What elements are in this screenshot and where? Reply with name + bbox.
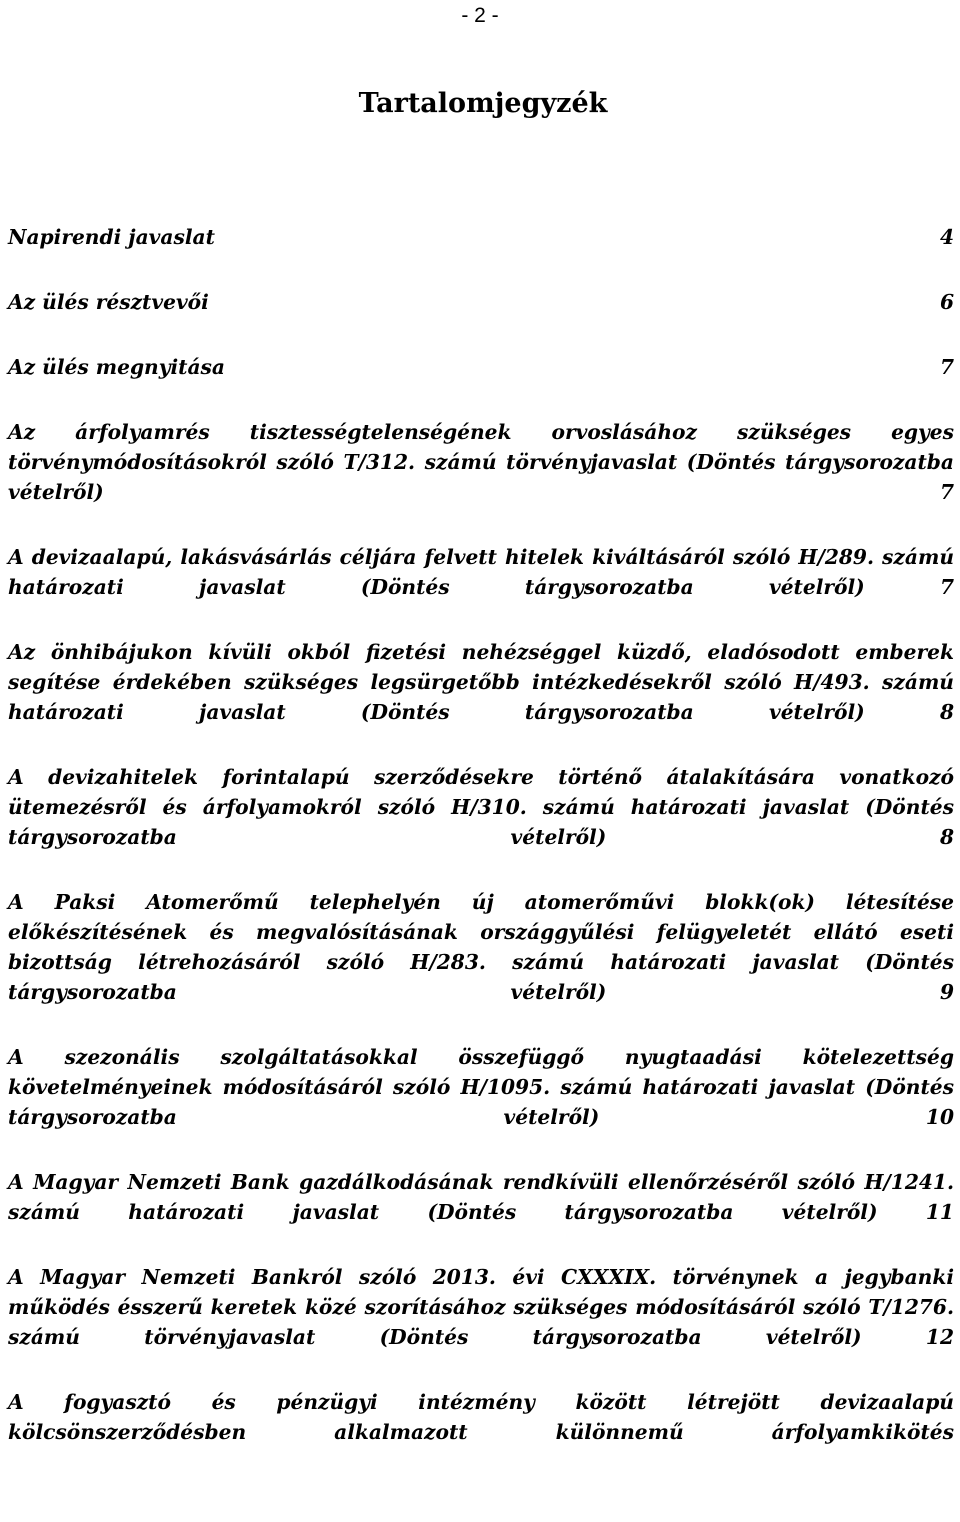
toc-entry-title: Az önhibájukon kívüli okból fizetési nehézséggel küzdő, eladósodott emberek segítése érdekében szükséges legsürgetőbb intézkedésekről szóló H/493. számú határozati javaslat (Döntés tárgysorozatba vételről): [8, 640, 954, 724]
toc-entry-page: 8: [939, 825, 954, 849]
toc-entry[interactable]: [8, 1167, 954, 1227]
table-of-contents: [8, 222, 954, 1447]
toc-entry[interactable]: [8, 1262, 954, 1352]
page-number: - 2 -: [461, 4, 499, 27]
toc-entry-title: Az árfolyamrés tisztességtelenségének orvoslásához szükséges egyes törvénymódosításokról szóló T/312. számú törvényjavaslat (Döntés tárgysorozatba vételről): [8, 420, 954, 504]
toc-entry-title: A Magyar Nemzeti Bank gazdálkodásának rendkívüli ellenőrzéséről szóló H/1241. számú határozati javaslat (Döntés tárgysorozatba vételről): [8, 1170, 954, 1224]
toc-entry[interactable]: [8, 287, 954, 317]
toc-entry-title: A szezonális szolgáltatásokkal összefüggő nyugtaadási kötelezettség követelményeinek módosításáról szóló H/1095. számú határozati javaslat (Döntés tárgysorozatba vételről): [8, 1045, 954, 1129]
toc-entry-page: 7: [939, 575, 954, 599]
toc-entry-page: 12: [925, 1325, 955, 1349]
toc-entry-title: Az ülés megnyitása: [8, 355, 225, 379]
toc-entry-title: A devizahitelek forintalapú szerződésekre történő átalakítására vonatkozó ütemezésről és árfolyamokról szóló H/310. számú határozati javaslat (Döntés tárgysorozatba vételről): [8, 765, 954, 849]
toc-entry-page: 8: [939, 700, 954, 724]
toc-entry[interactable]: [8, 542, 954, 602]
toc-entry-title: Napirendi javaslat: [8, 225, 215, 249]
toc-entry-page: 7: [939, 480, 954, 504]
toc-entry-page: 4: [939, 225, 954, 249]
toc-entry[interactable]: [8, 762, 954, 852]
toc-entry-page: 10: [925, 1105, 954, 1129]
toc-entry-page: 6: [939, 290, 954, 314]
toc-entry-title: A fogyasztó és pénzügyi intézmény között létrejött devizaalapú kölcsönszerződésben alkalmazott különnemű árfolyamkikötés: [8, 1390, 954, 1444]
toc-entry[interactable]: [8, 222, 954, 252]
toc-entry[interactable]: [8, 1042, 954, 1132]
toc-entry-title: A Magyar Nemzeti Bankról szóló 2013. évi CXXXIX. törvénynek a jegybanki működés ésszerű keretek közé szorításához szükséges módosításáról szóló T/1276. számú törvényjavaslat (Döntés tárgysorozatba vételről): [8, 1265, 954, 1349]
toc-entry-title: A Paksi Atomerőmű telephelyén új atomerőművi blokk(ok) létesítése előkészítésének és megvalósításának országgyűlési felügyeletét ellátó eseti bizottság létrehozásáról szóló H/283. számú határozati javaslat (Döntés tárgysorozatba vételről): [8, 890, 954, 1004]
toc-entry-page: 9: [939, 980, 954, 1004]
toc-entry-page: 7: [939, 355, 954, 379]
toc-entry[interactable]: [8, 352, 954, 382]
toc-entry[interactable]: [8, 417, 954, 507]
toc-entry[interactable]: [8, 887, 954, 1007]
toc-entry[interactable]: [8, 1387, 954, 1447]
toc-entry-page: 11: [925, 1200, 954, 1224]
toc-entry-title: Az ülés résztvevői: [8, 290, 209, 314]
toc-title: Tartalomjegyzék: [358, 88, 608, 119]
toc-entry-title: A devizaalapú, lakásvásárlás céljára felvett hitelek kiváltásáról szóló H/289. számú határozati javaslat (Döntés tárgysorozatba vételről): [8, 545, 954, 599]
toc-entry[interactable]: [8, 637, 954, 727]
